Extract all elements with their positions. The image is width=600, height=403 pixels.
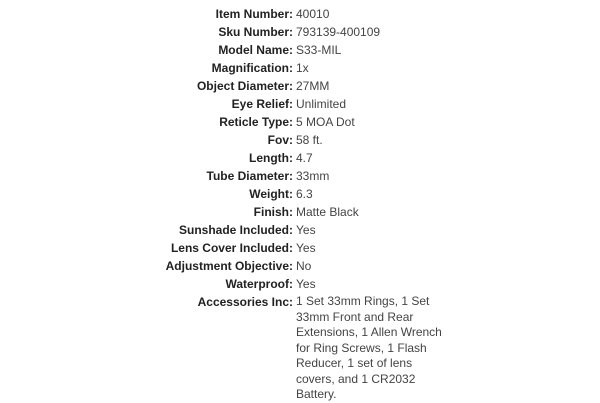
spec-label: Length:: [249, 151, 293, 165]
spec-value: 6.3: [296, 187, 313, 201]
spec-row-accessories-inc: [0, 294, 600, 403]
spec-label: Reticle Type:: [219, 115, 293, 129]
spec-label: Sunshade Included:: [178, 223, 293, 237]
spec-value: 33mm: [296, 169, 330, 183]
spec-row-eye-relief: [0, 96, 600, 114]
spec-row-waterproof: [0, 276, 600, 294]
spec-row-weight: [0, 186, 600, 204]
spec-label: Eye Relief:: [231, 97, 293, 111]
spec-label: Accessories Inc:: [197, 295, 293, 309]
spec-row-finish: [0, 204, 600, 222]
spec-label: Waterproof:: [225, 277, 293, 291]
spec-label: Magnification:: [211, 61, 293, 75]
spec-value: 793139-400109: [296, 25, 381, 39]
spec-label: Adjustment Objective:: [165, 259, 293, 273]
spec-row-length: [0, 150, 600, 168]
spec-label: Tube Diameter:: [206, 169, 293, 183]
spec-row-reticle-type: [0, 114, 600, 132]
spec-value: 5 MOA Dot: [296, 115, 355, 129]
spec-label: Sku Number:: [218, 25, 293, 39]
spec-row-sku-number: [0, 24, 600, 42]
spec-value: 1 Set 33mm Rings, 1 Set 33mm Front and Rear Extensions, 1 Allen Wrench for Ring Screws, 1 Flash Reducer, 1 set of lens covers, and 1 CR2032 Battery.: [296, 294, 442, 401]
spec-value: Unlimited: [296, 97, 347, 111]
spec-label: Finish:: [253, 205, 293, 219]
spec-value: Yes: [296, 241, 316, 255]
spec-value: S33-MIL: [296, 43, 342, 57]
spec-row-magnification: [0, 60, 600, 78]
spec-row-lens-cover-included: [0, 240, 600, 258]
spec-row-fov: [0, 132, 600, 150]
spec-row-object-diameter: [0, 78, 600, 96]
spec-row-item-number: [0, 6, 600, 24]
spec-value: Yes: [296, 223, 316, 237]
spec-value: Yes: [296, 277, 316, 291]
spec-value: 58 ft.: [296, 133, 323, 147]
spec-label: Fov:: [267, 133, 293, 147]
spec-value: 27MM: [296, 79, 330, 93]
spec-label: Weight:: [249, 187, 293, 201]
spec-row-sunshade-included: [0, 222, 600, 240]
product-spec-table: [0, 6, 600, 403]
spec-value: Matte Black: [296, 205, 359, 219]
spec-row-model-name: [0, 42, 600, 60]
spec-value: No: [296, 259, 312, 273]
spec-value: 4.7: [296, 151, 313, 165]
spec-label: Item Number:: [215, 7, 293, 21]
spec-row-adjustment-objective: [0, 258, 600, 276]
spec-label: Object Diameter:: [196, 79, 293, 93]
spec-value: 40010: [296, 7, 330, 21]
spec-label: Model Name:: [218, 43, 293, 57]
spec-label: Lens Cover Included:: [170, 241, 293, 255]
spec-value: 1x: [296, 61, 309, 75]
spec-row-tube-diameter: [0, 168, 600, 186]
